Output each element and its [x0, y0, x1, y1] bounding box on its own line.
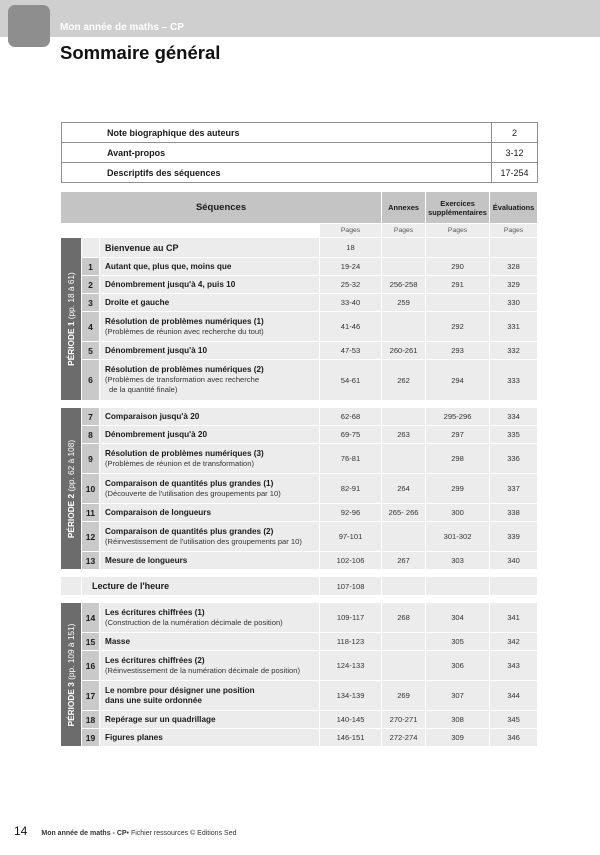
table-row — [61, 552, 538, 569]
header-sequences: Séquences — [61, 192, 382, 223]
row-number: 12 — [82, 522, 100, 551]
row-title: Résolution de problèmes numériques (1) — [105, 316, 264, 326]
row-exercices: 306 — [426, 651, 490, 680]
row-exercices: 305 — [426, 633, 490, 650]
row-number: 16 — [82, 651, 100, 680]
front-label: Descriptifs des séquences — [62, 163, 492, 183]
period-1-band — [61, 238, 82, 400]
row-pages: 107-108 — [320, 577, 382, 595]
row-annexes: 270-271 — [382, 711, 426, 728]
corner-tab — [8, 5, 50, 47]
table-row — [61, 504, 538, 521]
row-evaluations: 335 — [490, 426, 538, 443]
row-title: Lecture de l'heure — [82, 577, 320, 595]
row-title: Comparaison de quantités plus grandes (2) — [105, 526, 274, 536]
row-evaluations: 333 — [490, 360, 538, 400]
table-row — [61, 408, 538, 425]
row-pages: 47-53 — [320, 342, 382, 359]
header-evaluations: Évaluations — [490, 192, 538, 223]
row-number: 10 — [82, 474, 100, 503]
row-exercices: 294 — [426, 360, 490, 400]
row-evaluations: 331 — [490, 312, 538, 341]
row-annexes — [382, 312, 426, 341]
table-row — [61, 603, 538, 632]
row-evaluations: 337 — [490, 474, 538, 503]
row-title: Bienvenue au CP — [100, 238, 320, 257]
page-title: Sommaire général — [60, 42, 221, 63]
row-title: Dénombrement jusqu'à 10 — [105, 345, 208, 355]
row-pages: 19-24 — [320, 258, 382, 275]
row-exercices: 291 — [426, 276, 490, 293]
row-annexes: 262 — [382, 360, 426, 400]
front-pages: 17-254 — [492, 163, 538, 183]
row-number: 4 — [82, 312, 100, 341]
row-exercices: 290 — [426, 258, 490, 275]
row-pages: 18 — [320, 238, 382, 257]
row-evaluations: 342 — [490, 633, 538, 650]
row-number: 19 — [82, 729, 100, 746]
row-pages: 92-96 — [320, 504, 382, 521]
row-title: Les écritures chiffrées (2) — [105, 655, 205, 665]
row-annexes — [382, 444, 426, 473]
row-title: Mesure de longueurs — [105, 555, 188, 565]
row-subtitle: (Problèmes de réunion et de transformation) — [105, 458, 254, 468]
row-title: Résolution de problèmes numériques (3) — [105, 448, 264, 458]
row-subtitle: (Découverte de l'utilisation des groupements par 10) — [105, 488, 281, 498]
table-row — [61, 276, 538, 293]
period-3-band — [61, 603, 82, 746]
footer — [14, 824, 236, 838]
front-pages: 2 — [492, 123, 538, 143]
row-exercices — [426, 294, 490, 311]
row-subtitle: (Construction de la numération décimale de position) — [105, 617, 283, 627]
table-row — [61, 474, 538, 503]
table-row — [61, 294, 538, 311]
row-pages: 124-133 — [320, 651, 382, 680]
row-annexes: 268 — [382, 603, 426, 632]
header-exercices-line2: supplémentaires — [428, 207, 487, 217]
pages-label: Pages — [382, 224, 426, 237]
row-subtitle: (Problèmes de transformation avec recherche — [105, 375, 260, 384]
row-exercices: 295-296 — [426, 408, 490, 425]
table-header — [61, 192, 538, 223]
row-annexes: 260-261 — [382, 342, 426, 359]
table-row — [61, 729, 538, 746]
row-number: 17 — [82, 681, 100, 710]
row-annexes: 259 — [382, 294, 426, 311]
row-evaluations: 334 — [490, 408, 538, 425]
row-annexes — [382, 522, 426, 551]
pages-label: Pages — [490, 224, 538, 237]
row-evaluations: 345 — [490, 711, 538, 728]
row-pages: 76-81 — [320, 444, 382, 473]
row-subtitle: (Problèmes de réunion avec recherche du tout) — [105, 326, 264, 336]
row-pages: 118-123 — [320, 633, 382, 650]
row-evaluations: 346 — [490, 729, 538, 746]
row-annexes — [382, 651, 426, 680]
row-exercices: 293 — [426, 342, 490, 359]
row-evaluations: 344 — [490, 681, 538, 710]
row-exercices: 299 — [426, 474, 490, 503]
pages-subheader — [61, 224, 538, 237]
row-subtitle: (Réinvestissement de la numération décimale de position) — [105, 665, 301, 675]
front-pages: 3-12 — [492, 143, 538, 163]
row-evaluations: 329 — [490, 276, 538, 293]
row-evaluations: 330 — [490, 294, 538, 311]
row-number: 14 — [82, 603, 100, 632]
row-number: 11 — [82, 504, 100, 521]
pages-label: Pages — [426, 224, 490, 237]
row-number: 13 — [82, 552, 100, 569]
row-title: Dénombrement jusqu'à 20 — [105, 429, 208, 439]
row-annexes: 267 — [382, 552, 426, 569]
row-evaluations: 336 — [490, 444, 538, 473]
row-title: Comparaison jusqu'à 20 — [105, 411, 200, 421]
row-pages: 69-75 — [320, 426, 382, 443]
header-exercices — [426, 192, 490, 223]
row-exercices: 292 — [426, 312, 490, 341]
row-exercices: 301-302 — [426, 522, 490, 551]
table-row — [61, 444, 538, 473]
row-number: 5 — [82, 342, 100, 359]
period-1-label: PÉRIODE 1 (pp. 18 à 61) — [66, 272, 76, 366]
period-2-band — [61, 408, 82, 569]
row-exercices: 300 — [426, 504, 490, 521]
row-exercices: 309 — [426, 729, 490, 746]
table-row — [61, 577, 538, 595]
row-number: 9 — [82, 444, 100, 473]
row-title: Les écritures chiffrées (1) — [105, 607, 205, 617]
row-pages: 109-117 — [320, 603, 382, 632]
period-2-label: PÉRIODE 2 (pp. 62 à 108) — [66, 439, 76, 538]
row-number: 3 — [82, 294, 100, 311]
row-pages: 140-145 — [320, 711, 382, 728]
row-annexes — [382, 633, 426, 650]
row-evaluations: 340 — [490, 552, 538, 569]
row-annexes: 265- 266 — [382, 504, 426, 521]
row-pages: 97-101 — [320, 522, 382, 551]
table-row — [61, 522, 538, 551]
table-row — [61, 360, 538, 400]
row-subtitle: (Réinvestissement de l'utilisation des groupements par 10) — [105, 536, 302, 546]
row-evaluations: 332 — [490, 342, 538, 359]
table-row — [61, 651, 538, 680]
row-annexes — [382, 258, 426, 275]
row-annexes: 272-274 — [382, 729, 426, 746]
row-evaluations: 343 — [490, 651, 538, 680]
table-row — [61, 342, 538, 359]
row-number: 6 — [82, 360, 100, 400]
front-matter-table — [61, 122, 538, 183]
row-title: Figures planes — [105, 732, 163, 742]
row-title: Repérage sur un quadrillage — [105, 714, 216, 724]
pages-label: Pages — [320, 224, 382, 237]
row-pages: 54-61 — [320, 360, 382, 400]
table-row — [61, 258, 538, 275]
row-number: 15 — [82, 633, 100, 650]
table-row — [61, 633, 538, 650]
header-exercices-line1: Exercices — [440, 198, 475, 208]
front-row — [62, 163, 538, 183]
row-title: Résolution de problèmes numériques (2) — [105, 365, 264, 374]
page-number: 14 — [14, 824, 28, 838]
period-3-label: PÉRIODE 3 (pp. 109 à 151) — [66, 623, 76, 726]
row-number: 1 — [82, 258, 100, 275]
row-pages: 25-32 — [320, 276, 382, 293]
row-subtitle-2: de la quantité finale) — [109, 385, 178, 394]
row-exercices: 303 — [426, 552, 490, 569]
row-title: Dénombrement jusqu'à 4, puis 10 — [105, 279, 236, 289]
table-row — [61, 426, 538, 443]
row-number: 8 — [82, 426, 100, 443]
row-title: Droite et gauche — [105, 297, 170, 307]
row-pages: 102-106 — [320, 552, 382, 569]
table-row — [61, 312, 538, 341]
row-pages: 62-68 — [320, 408, 382, 425]
row-number: 7 — [82, 408, 100, 425]
row-annexes: 264 — [382, 474, 426, 503]
row-evaluations: 328 — [490, 258, 538, 275]
row-number: 2 — [82, 276, 100, 293]
front-label: Avant-propos — [62, 143, 492, 163]
row-pages: 33-40 — [320, 294, 382, 311]
row-annexes: 269 — [382, 681, 426, 710]
row-annexes — [382, 408, 426, 425]
header-annexes: Annexes — [382, 192, 426, 223]
row-pages: 82-91 — [320, 474, 382, 503]
table-row — [61, 238, 538, 257]
front-row — [62, 123, 538, 143]
row-evaluations: 339 — [490, 522, 538, 551]
row-exercices: 307 — [426, 681, 490, 710]
row-pages: 41-46 — [320, 312, 382, 341]
front-row — [62, 143, 538, 163]
footer-book: Mon année de maths - CP — [41, 830, 127, 837]
footer-publisher: • Fichier ressources © Editions Sed — [126, 830, 237, 837]
row-annexes: 263 — [382, 426, 426, 443]
row-title: Comparaison de quantités plus grandes (1) — [105, 478, 274, 488]
sequences-table — [61, 191, 538, 747]
table-row — [61, 711, 538, 728]
table-row — [61, 681, 538, 710]
row-exercices: 304 — [426, 603, 490, 632]
row-exercices: 308 — [426, 711, 490, 728]
row-number: 18 — [82, 711, 100, 728]
front-label: Note biographique des auteurs — [62, 123, 492, 143]
row-annexes: 256-258 — [382, 276, 426, 293]
row-title-2: dans une suite ordonnée — [105, 695, 202, 705]
row-exercices: 297 — [426, 426, 490, 443]
row-title: Le nombre pour désigner une position — [105, 685, 255, 695]
row-title: Comparaison de longueurs — [105, 507, 211, 517]
row-title: Masse — [105, 636, 131, 646]
row-evaluations: 341 — [490, 603, 538, 632]
row-exercices: 298 — [426, 444, 490, 473]
row-title: Autant que, plus que, moins que — [105, 261, 232, 271]
row-pages: 146-151 — [320, 729, 382, 746]
running-title: Mon année de maths – CP — [60, 22, 184, 33]
row-pages: 134-139 — [320, 681, 382, 710]
row-evaluations: 338 — [490, 504, 538, 521]
